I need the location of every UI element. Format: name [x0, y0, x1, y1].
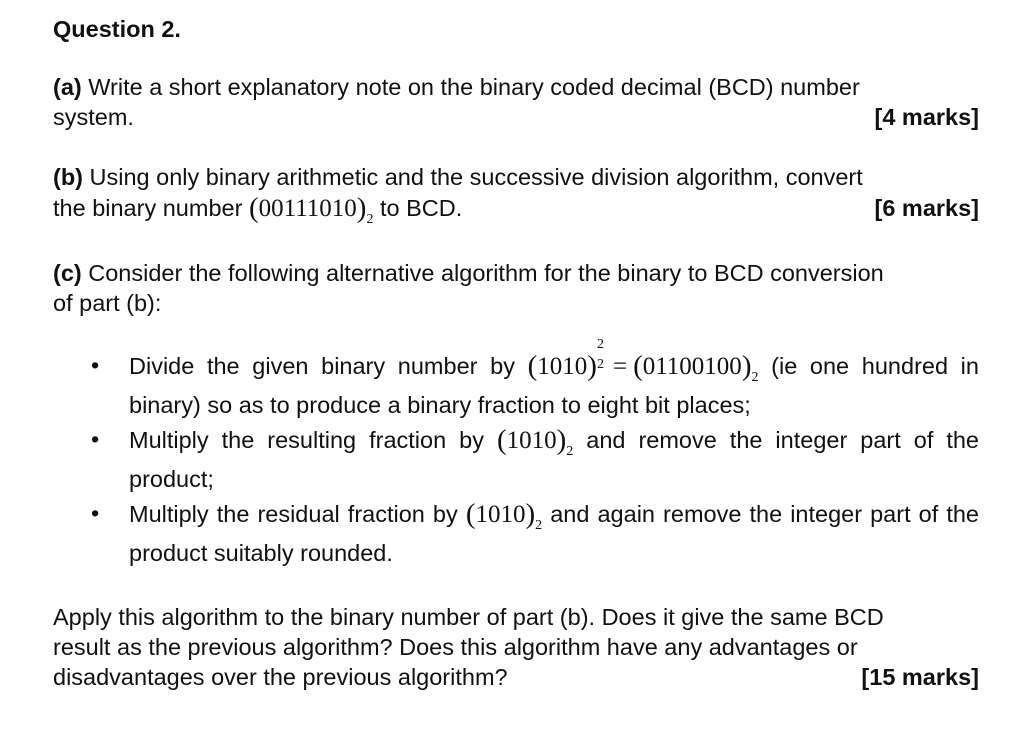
part-b-text-after-math: to BCD. — [373, 195, 463, 221]
question-heading: Question 2. — [53, 16, 181, 42]
part-c-intro-line1 — [53, 258, 979, 288]
part-c — [53, 258, 979, 692]
part-b-math-base: 2 — [366, 212, 374, 227]
part-c-intro-text1: Consider the following alternative algorithm for the binary to BCD conversion — [81, 260, 884, 286]
part-b-line2 — [53, 192, 979, 228]
question-document — [53, 14, 979, 692]
bullet2-math-base: 2 — [566, 444, 574, 459]
closing-line1: Apply this algorithm to the binary number of part (b). Does it give the same BCD — [53, 604, 884, 630]
bullet2-before: Multiply the resulting fraction by — [129, 427, 497, 453]
part-a-text-line2: system. — [53, 104, 134, 130]
part-a-line2 — [53, 102, 979, 132]
bullet1-math-ten-squared: (1010) 2 2 = $(01100100)_2$ — [527, 337, 759, 385]
bullet3-math: $(1010)_2$ — [465, 498, 543, 533]
part-c-marks: [15 marks] — [861, 664, 979, 690]
bullet1-after: (ie one hundred in binary) so as to produce a binary fraction to eight bit places; — [129, 353, 979, 418]
part-c-intro-line2: of part (b): — [53, 290, 162, 316]
part-b-line2-content — [53, 192, 462, 228]
part-b-math-number: 00111010 — [258, 195, 357, 222]
closing-line3-row — [53, 662, 979, 692]
part-a-marks: [4 marks] — [874, 104, 979, 130]
part-b-label: (b) — [53, 164, 84, 190]
part-b-text-before-math: the binary number — [53, 195, 249, 221]
closing-line2: result as the previous algorithm? Does this algorithm have any advantages or — [53, 634, 858, 660]
list-item — [129, 422, 979, 496]
part-b — [53, 162, 979, 228]
bullet1-math1-sup: 2 — [596, 337, 604, 352]
part-b-marks: [6 marks] — [874, 195, 979, 221]
bullet1-math2-number: 01100100 — [642, 353, 742, 380]
bullet3-math-number: 1010 — [475, 501, 526, 528]
part-a — [53, 72, 979, 132]
bullet2-after: and remove the integer part of the product; — [129, 427, 979, 492]
bullet1-before: Divide the given binary number by — [129, 353, 528, 379]
bullet3-after: and again remove the integer part of the product suitably rounded. — [129, 501, 979, 566]
algorithm-steps-list — [53, 337, 979, 570]
part-c-label: (c) — [53, 260, 82, 286]
bullet3-before: Multiply the residual fraction by — [129, 501, 466, 527]
bullet1-math2-base: 2 — [751, 370, 759, 385]
part-a-text-line1: Write a short explanatory note on the binary coded decimal (BCD) number — [81, 74, 860, 100]
bullet2-math: $(1010)_2$ — [496, 424, 574, 459]
part-a-line1 — [53, 72, 979, 102]
closing-line3: disadvantages over the previous algorithm? — [53, 664, 508, 690]
bullet2-math-number: 1010 — [506, 427, 557, 454]
part-b-line1 — [53, 162, 979, 192]
bullet1-math1-sub: 2 — [596, 357, 604, 372]
bullet1-equals: = — [612, 353, 628, 380]
part-a-label: (a) — [53, 74, 82, 100]
part-b-text-line1: Using only binary arithmetic and the successive division algorithm, convert — [83, 164, 863, 190]
bullet3-math-base: 2 — [535, 518, 543, 533]
bullet1-math1-number: 1010 — [537, 353, 588, 380]
part-b-binary-number: $(00111010)_2$ — [248, 192, 374, 227]
list-item — [129, 496, 979, 570]
list-item — [129, 337, 979, 422]
